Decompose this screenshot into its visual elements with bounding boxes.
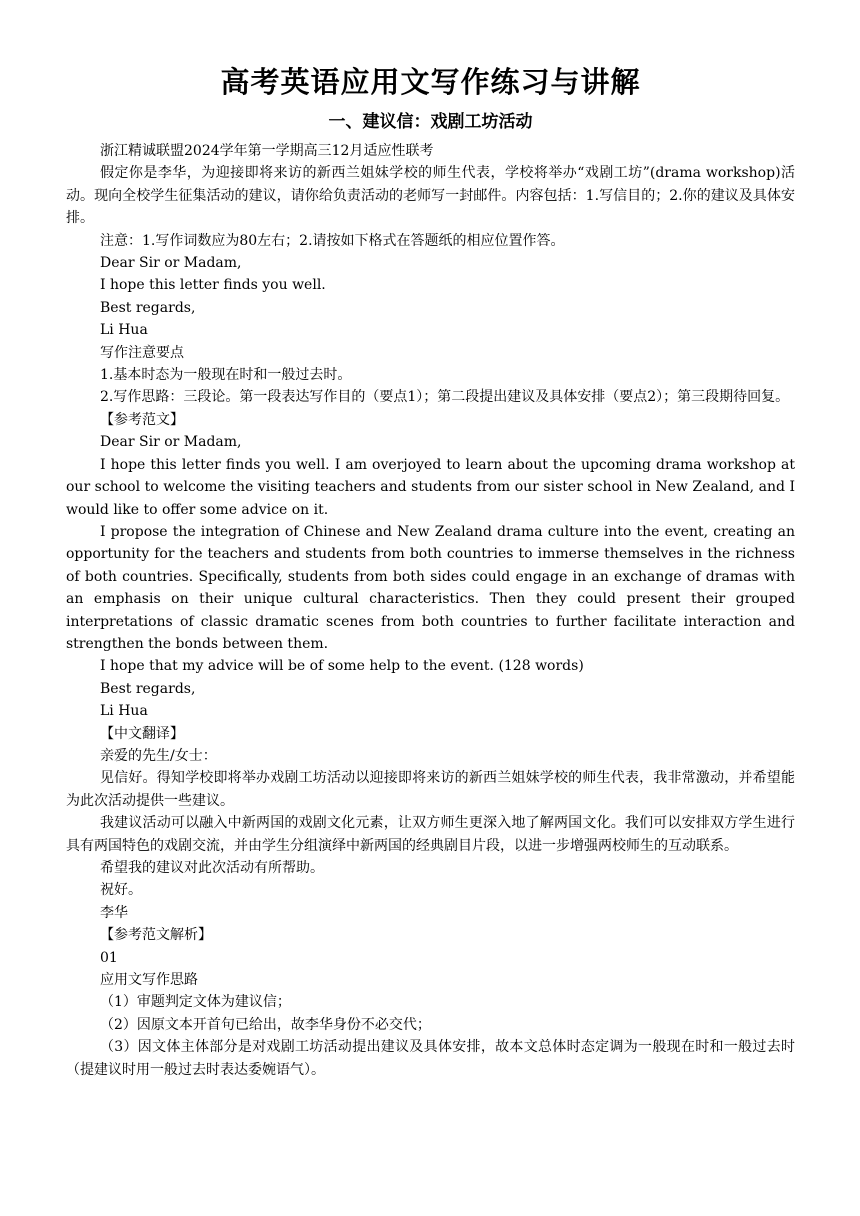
sample-signature: Li Hua — [100, 703, 148, 720]
sample-paragraph-1: I hope this letter finds you well. I am overjoyed to learn about the upcoming drama workshop at our school to welcome the visiting teachers and students from our sister school in New Zealand, and I would like to offer some advice on it. — [66, 456, 795, 518]
format-signature: Li Hua — [100, 322, 148, 339]
format-closing: Best regards, — [100, 299, 196, 316]
analysis-point-2: （2）因原文本开首句已给出，故李华身份不必交代； — [100, 1016, 431, 1033]
format-salutation: Dear Sir or Madam, — [100, 255, 242, 272]
document-body — [66, 140, 795, 1081]
sample-paragraph-2: I propose the integration of Chinese and New Zealand drama culture into the event, creating an opportunity for the teachers and students from both countries to immerse themselves in the richness of both countries. Specifically, students from both sides could engage in an exchange of dramas with an emphasis on their unique cultural characteristics. Then they could present their grouped interpretations of classic dramatic scenes from both countries to further facilitate interaction and strengthen the bonds between them. — [66, 523, 795, 652]
analysis-point-1: （1）审题判定文体为建议信； — [100, 994, 291, 1011]
translation-paragraph-2: 我建议活动可以融入中新两国的戏剧文化元素，让双方师生更深入地了解两国文化。我们可以安排双方学生进行具有两国特色的戏剧交流，并由学生分组演绎中新两国的经典剧目片段，以进一步增强两校师生的互动联系。 — [66, 815, 795, 854]
sample-closing: Best regards, — [100, 680, 196, 697]
document-title: 高考英语应用文写作练习与讲解 — [220, 65, 641, 99]
writing-tip-tense: 1.基本时态为一般现在时和一般过去时。 — [100, 367, 352, 384]
analysis-section-number: 01 — [100, 949, 118, 966]
analysis-section-title: 应用文写作思路 — [100, 972, 198, 989]
sample-essay-heading: 【参考范文】 — [100, 411, 184, 428]
translation-closing: 祝好。 — [100, 882, 142, 899]
task-prompt: 假定你是李华，为迎接即将来访的新西兰姐妹学校的师生代表，学校将举办“戏剧工坊”(drama workshop)活动。现向全校学生征集活动的建议，请你给负责活动的老师写一封邮件。内容包括：1.写信目的；2.你的建议及具体安排。 — [66, 165, 795, 227]
analysis-point-3: （3）因文体主体部分是对戏剧工坊活动提出建议及具体安排，故本文总体时态定调为一般现在时和一般过去时（提建议时用一般过去时表达委婉语气）。 — [66, 1039, 795, 1078]
exam-source: 浙江精诚联盟2024学年第一学期高三12月适应性联考 — [100, 143, 434, 159]
translation-paragraph-1: 见信好。得知学校即将举办戏剧工坊活动以迎接即将来访的新西兰姐妹学校的师生代表，我非常激动，并希望能为此次活动提供一些建议。 — [66, 770, 795, 809]
sample-paragraph-3: I hope that my advice will be of some help to the event. (128 words) — [100, 658, 584, 675]
sample-salutation: Dear Sir or Madam, — [100, 434, 242, 451]
format-opening: I hope this letter finds you well. — [100, 277, 326, 294]
translation-salutation: 亲爱的先生/女士： — [100, 747, 217, 764]
translation-heading: 【中文翻译】 — [100, 725, 184, 742]
writing-tip-structure: 2.写作思路：三段论。第一段表达写作目的（要点1）；第二段提出建议及具体安排（要点2）；第三段期待回复。 — [100, 389, 790, 406]
section-heading: 一、建议信：戏剧工坊活动 — [328, 112, 533, 132]
writing-tips-heading: 写作注意要点 — [100, 344, 184, 361]
translation-signature: 李华 — [100, 904, 128, 921]
task-notes: 注意：1.写作词数应为80左右；2.请按如下格式在答题纸的相应位置作答。 — [100, 232, 565, 249]
document-page — [66, 62, 795, 1081]
translation-paragraph-3: 希望我的建议对此次活动有所帮助。 — [100, 860, 324, 876]
analysis-heading: 【参考范文解析】 — [100, 927, 212, 944]
